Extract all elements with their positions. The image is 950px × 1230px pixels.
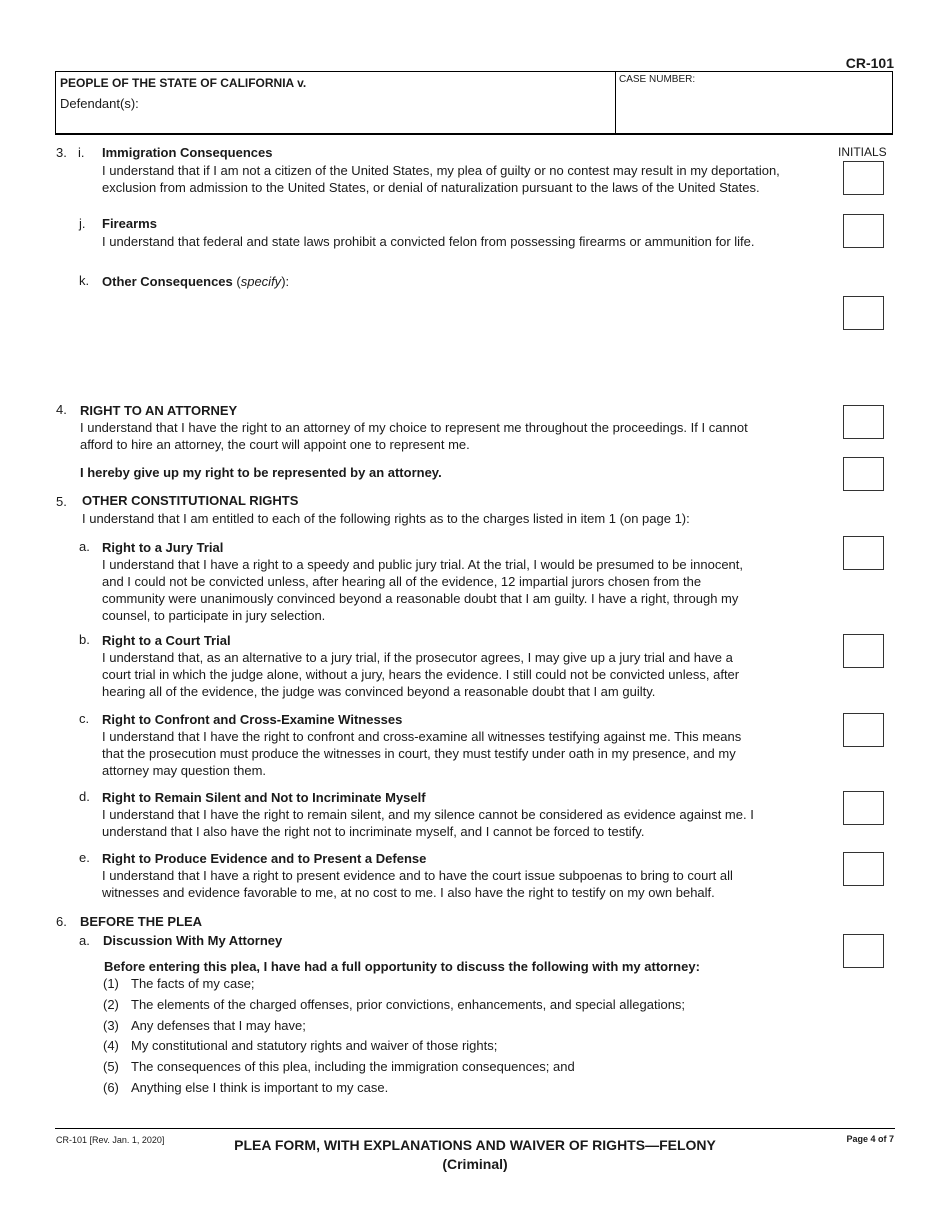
case-number-label: CASE NUMBER: bbox=[619, 74, 696, 85]
page-number: Page 4 of 7 bbox=[846, 1134, 894, 1144]
section-5-heading: OTHER CONSTITUTIONAL RIGHTS bbox=[82, 493, 299, 508]
initials-box-3j[interactable] bbox=[843, 214, 884, 248]
item-5c-line1: I understand that I have the right to confront and cross-examine all witnesses testifying against me. This means bbox=[102, 729, 742, 744]
item-3j-letter: j. bbox=[79, 216, 86, 231]
item-5d-line2: understand that I also have the right not to incriminate myself, and I cannot be forced to testify. bbox=[102, 824, 645, 839]
item-6a-heading: Discussion With My Attorney bbox=[103, 933, 283, 948]
initials-box-6a[interactable] bbox=[843, 934, 884, 968]
item-3i-heading: Immigration Consequences bbox=[102, 145, 273, 160]
list-item-text: The facts of my case; bbox=[131, 976, 255, 991]
list-item-num: (2) bbox=[103, 997, 119, 1012]
initials-box-3k[interactable] bbox=[843, 296, 884, 330]
initials-box-5d[interactable] bbox=[843, 791, 884, 825]
list-item-text: Any defenses that I may have; bbox=[131, 1018, 306, 1033]
item-5b-line3: hearing all of the evidence, the judge was convinced beyond a reasonable doubt that I am guilty. bbox=[102, 684, 656, 699]
item-3j-heading: Firearms bbox=[102, 216, 157, 231]
item-5b-line2: court trial in which the judge alone, without a jury, hears the evidence. I still could not be convicted unless, after bbox=[102, 667, 740, 682]
list-item-num: (3) bbox=[103, 1018, 119, 1033]
item-5b-line1: I understand that, as an alternative to a jury trial, if the prosecutor agrees, I may give up a jury trial and have a bbox=[102, 650, 733, 665]
list-item bbox=[103, 1018, 306, 1033]
section-4-heading: RIGHT TO AN ATTORNEY bbox=[80, 403, 238, 418]
section-4-number: 4. bbox=[56, 402, 67, 417]
caption-title: PEOPLE OF THE STATE OF CALIFORNIA v. bbox=[60, 76, 307, 90]
item-5a-heading: Right to a Jury Trial bbox=[102, 540, 224, 555]
list-item-num: (6) bbox=[103, 1080, 119, 1095]
item-5e-letter: e. bbox=[79, 850, 90, 865]
item-3k-close: ): bbox=[281, 274, 290, 289]
caption-box bbox=[55, 71, 893, 135]
item-5a-line1: I understand that I have a right to a speedy and public jury trial. At the trial, I would be presumed to be innocent, bbox=[102, 557, 743, 572]
section-5-intro: I understand that I am entitled to each of the following rights as to the charges listed in item 1 (on page 1): bbox=[82, 511, 690, 526]
item-5c-letter: c. bbox=[79, 711, 90, 726]
initials-box-4-waiver[interactable] bbox=[843, 457, 884, 491]
initials-box-5e[interactable] bbox=[843, 852, 884, 886]
list-item-num: (1) bbox=[103, 976, 119, 991]
list-item bbox=[103, 997, 685, 1012]
item-5b-heading: Right to a Court Trial bbox=[102, 633, 231, 648]
list-item-num: (4) bbox=[103, 1038, 119, 1053]
initials-box-5b[interactable] bbox=[843, 634, 884, 668]
item-3k-open: ( bbox=[232, 274, 241, 289]
list-item-num: (5) bbox=[103, 1059, 119, 1074]
section-3-number: 3. bbox=[56, 145, 67, 160]
initials-box-3i[interactable] bbox=[843, 161, 884, 195]
item-5b-letter: b. bbox=[79, 632, 90, 647]
footer-title-line1: PLEA FORM, WITH EXPLANATIONS AND WAIVER OF RIGHTS—FELONY bbox=[234, 1137, 716, 1153]
item-5c-line2: that the prosecution must produce the witnesses in court, they must testify under oath in my presence, and my bbox=[102, 746, 736, 761]
item-5a-line2: and I could not be convicted unless, after hearing all of the evidence, 12 impartial jurors chosen from the bbox=[102, 574, 702, 589]
list-item bbox=[103, 1059, 575, 1074]
item-5a-line3: community were unanimously convinced beyond a reasonable doubt that I am guilty. I have a right, through my bbox=[102, 591, 739, 606]
footer-title bbox=[0, 1136, 950, 1174]
caption-parties bbox=[56, 72, 616, 133]
item-6a-intro: Before entering this plea, I have had a full opportunity to discuss the following with my attorney: bbox=[104, 959, 700, 974]
item-6a-letter: a. bbox=[79, 933, 90, 948]
footer-title-line2: (Criminal) bbox=[442, 1156, 508, 1172]
item-5c-heading: Right to Confront and Cross-Examine Witnesses bbox=[102, 712, 403, 727]
item-5e-line1: I understand that I have a right to present evidence and to have the court issue subpoenas to bring to court all bbox=[102, 868, 733, 883]
list-item bbox=[103, 976, 255, 991]
item-5d-letter: d. bbox=[79, 789, 90, 804]
item-3k-heading: Other Consequences bbox=[102, 274, 233, 289]
list-item bbox=[103, 1038, 497, 1053]
section-4-line1: I understand that I have the right to an attorney of my choice to represent me throughout the proceedings. If I cannot bbox=[80, 420, 748, 435]
item-3i-line2: exclusion from admission to the United States, or denial of naturalization pursuant to the laws of the United States. bbox=[102, 180, 760, 195]
list-item-text: Anything else I think is important to my case. bbox=[131, 1080, 389, 1095]
item-3k-heading-line bbox=[102, 273, 289, 290]
list-item-text: My constitutional and statutory rights and waiver of those rights; bbox=[131, 1038, 498, 1053]
item-3i-letter: i. bbox=[78, 145, 85, 160]
section-6-number: 6. bbox=[56, 914, 67, 929]
item-3k-specify: specify bbox=[240, 274, 282, 289]
item-5c-line3: attorney may question them. bbox=[102, 763, 267, 778]
item-5d-heading: Right to Remain Silent and Not to Incriminate Myself bbox=[102, 790, 426, 805]
section-5-number: 5. bbox=[56, 494, 67, 509]
footer-revision: CR-101 [Rev. Jan. 1, 2020] bbox=[56, 1135, 165, 1145]
footer-rule bbox=[55, 1128, 895, 1129]
list-item-text: The elements of the charged offenses, prior convictions, enhancements, and special allegations; bbox=[131, 997, 686, 1012]
initials-box-4[interactable] bbox=[843, 405, 884, 439]
item-3j-line1: I understand that federal and state laws prohibit a convicted felon from possessing firearms or ammunition for life. bbox=[102, 234, 755, 249]
section-4-line2: afford to hire an attorney, the court will appoint one to represent me. bbox=[80, 437, 470, 452]
list-item bbox=[103, 1080, 388, 1095]
form-id: CR-101 bbox=[845, 55, 894, 71]
item-3i-line1: I understand that if I am not a citizen of the United States, my plea of guilty or no contest may result in my deportation, bbox=[102, 163, 780, 178]
initials-box-5c[interactable] bbox=[843, 713, 884, 747]
item-5a-line4: counsel, to participate in jury selection. bbox=[102, 608, 326, 623]
item-5a-letter: a. bbox=[79, 539, 90, 554]
defendant-label: Defendant(s): bbox=[60, 96, 139, 111]
item-5e-line2: witnesses and evidence favorable to me, at no cost to me. I also have the right to testify on my own behalf. bbox=[102, 885, 715, 900]
initials-label: INITIALS bbox=[838, 145, 887, 159]
section-6-heading: BEFORE THE PLEA bbox=[80, 914, 203, 929]
item-3k-letter: k. bbox=[79, 273, 90, 288]
attorney-waiver-statement: I hereby give up my right to be represented by an attorney. bbox=[80, 465, 442, 480]
item-5e-heading: Right to Produce Evidence and to Present a Defense bbox=[102, 851, 427, 866]
item-5d-line1: I understand that I have the right to remain silent, and my silence cannot be considered as evidence against me. I bbox=[102, 807, 754, 822]
initials-box-5a[interactable] bbox=[843, 536, 884, 570]
list-item-text: The consequences of this plea, including the immigration consequences; and bbox=[131, 1059, 575, 1074]
